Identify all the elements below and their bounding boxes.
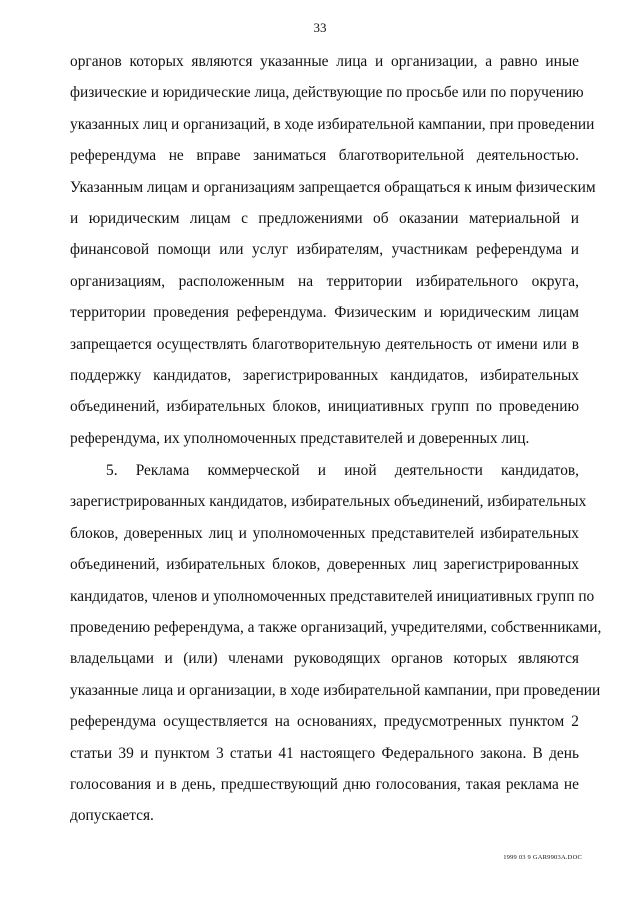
text-line: объединений, избирательных блоков, инициативных групп по проведению bbox=[70, 398, 579, 416]
text-line: зарегистрированных кандидатов, избирательных объединений, избирательных bbox=[70, 493, 587, 511]
text-line: указанных лиц и организаций, в ходе избирательной кампании, при проведении bbox=[70, 115, 595, 133]
text-line: блоков, доверенных лиц и уполномоченных представителей избирательных bbox=[70, 524, 579, 542]
text-line: кандидатов, членов и уполномоченных представителей инициативных групп по bbox=[70, 587, 595, 605]
text-line: голосования и в день, предшествующий дню голосования, такая реклама не bbox=[70, 776, 579, 794]
text-line: поддержку кандидатов, зарегистрированных кандидатов, избирательных bbox=[70, 367, 579, 385]
page-number: 33 bbox=[313, 20, 327, 35]
text-line: Указанным лицам и организациям запрещается обращаться к иным физическим bbox=[70, 178, 596, 196]
text-line: статьи 39 и пунктом 3 статьи 41 настоящего Федерального закона. В день bbox=[70, 744, 579, 762]
text-line: организациям, расположенным на территории избирательного округа, bbox=[70, 272, 579, 290]
text-line: территории проведения референдума. Физическим и юридическим лицам bbox=[70, 304, 579, 322]
text-line: запрещается осуществлять благотворительную деятельность от имени или в bbox=[70, 335, 579, 353]
text-line: 5. Реклама коммерческой и иной деятельности кандидатов, bbox=[106, 462, 579, 479]
text-line: объединений, избирательных блоков, доверенных лиц зарегистрированных bbox=[70, 556, 579, 574]
paragraph-item-5 bbox=[70, 455, 602, 832]
text-line: физические и юридические лица, действующие по просьбе или по поручению bbox=[70, 84, 584, 102]
text-line: референдума не вправе заниматься благотворительной деятельностью. bbox=[70, 147, 579, 165]
paragraph-continuation bbox=[70, 46, 596, 454]
text-line: допускается. bbox=[70, 807, 154, 825]
text-line: референдума осуществляется на основаниях, предусмотренных пунктом 2 bbox=[70, 713, 579, 731]
text-line: владельцами и (или) членами руководящих органов которых являются bbox=[70, 650, 579, 668]
text-line: финансовой помощи или услуг избирателям, участникам референдума и bbox=[70, 241, 579, 259]
text-line: указанные лица и организации, в ходе избирательной кампании, при проведении bbox=[70, 681, 601, 699]
text-line: проведению референдума, а также организаций, учредителями, собственниками, bbox=[70, 619, 602, 637]
text-line: и юридическим лицам с предложениями об оказании материальной и bbox=[70, 210, 579, 228]
text-line: референдума, их уполномоченных представителей и доверенных лиц. bbox=[70, 429, 530, 447]
text-line: органов которых являются указанные лица и организации, а равно иные bbox=[70, 53, 579, 70]
document-code: 1999 03 9 GAR9903A.DOC bbox=[503, 854, 582, 861]
